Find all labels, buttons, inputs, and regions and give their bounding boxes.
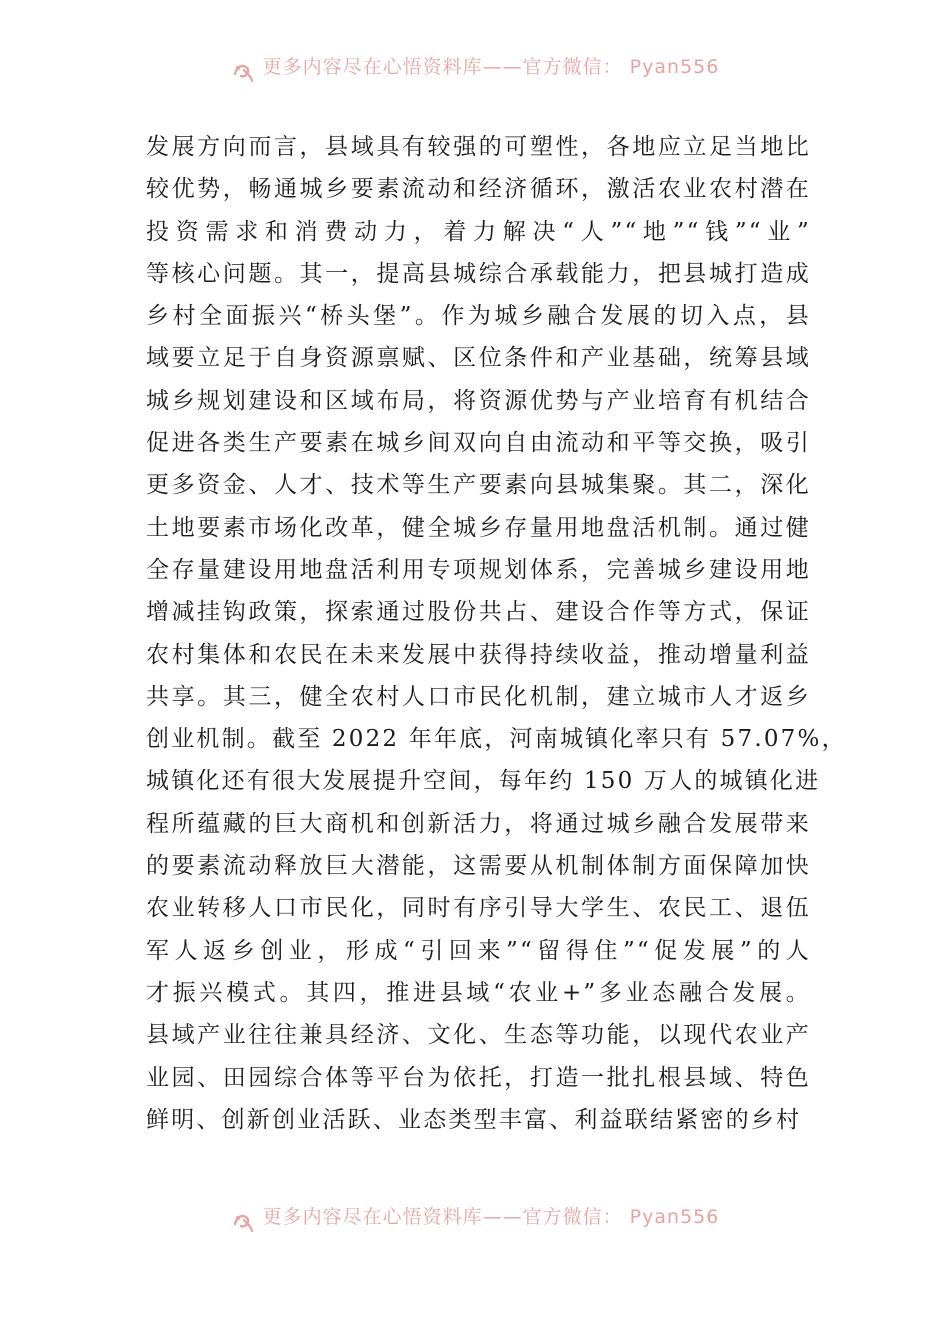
text-line: 域要立足于自身资源禀赋、区位条件和产业基础，统筹县域 [146,345,811,372]
document-body [146,126,847,1141]
text-line: 全存量建设用地盘活利用专项规划体系，完善城乡建设用地 [146,556,811,583]
watermark-text: 更多内容尽在心悟资料库——官方微信： Pyan556 [262,1205,720,1228]
text-line: 军人返乡创业，形成“引回来”“留得住”“促发展”的人 [146,937,811,964]
text-line: 促进各类生产要素在城乡间双向自由流动和平等交换，吸引 [146,430,811,457]
text-line: 较优势，畅通城乡要素流动和经济循环，激活农业农村潜在 [146,176,811,203]
text-line: 投资需求和消费动力，着力解决“人”“地”“钱”“业” [146,218,811,245]
text-line: 农村集体和农民在未来发展中获得持续收益，推动增量利益 [146,641,811,668]
header-watermark [0,52,950,92]
footer-watermark [0,1202,950,1242]
text-line: 业园、田园综合体等平台为依托，打造一批扎根县域、特色 [146,1064,811,1091]
watermark-text: 更多内容尽在心悟资料库——官方微信： Pyan556 [262,55,720,78]
watermark-logo-icon [231,60,255,84]
text-line: 等核心问题。其一，提高县城综合承载能力，把县城打造成 [146,260,811,287]
text-line: 更多资金、人才、技术等生产要素向县城集聚。其二，深化 [146,472,811,499]
text-line: 创业机制。截至 2022 年年底，河南城镇化率只有 57.07%， [146,726,847,753]
text-line: 农业转移人口市民化，同时有序引导大学生、农民工、退伍 [146,895,811,922]
text-line: 城镇化还有很大发展提升空间，每年约 150 万人的城镇化进 [146,768,821,795]
text-line: 才振兴模式。其四，推进县域“农业+”多业态融合发展。 [146,979,811,1006]
text-line: 增减挂钩政策，探索通过股份共占、建设合作等方式，保证 [146,599,811,626]
text-line: 共享。其三，健全农村人口市民化机制，建立城市人才返乡 [146,683,811,710]
text-line: 土地要素市场化改革，健全城乡存量用地盘活机制。通过健 [146,514,811,541]
text-line: 乡村全面振兴“桥头堡”。作为城乡融合发展的切入点，县 [146,303,811,330]
text-line: 的要素流动释放巨大潜能，这需要从机制体制方面保障加快 [146,853,811,880]
text-line: 县域产业往往兼具经济、文化、生态等功能，以现代农业产 [146,1022,811,1049]
text-line: 程所蕴藏的巨大商机和创新活力，将通过城乡融合发展带来 [146,810,811,837]
watermark-logo-icon [231,1210,255,1234]
text-line: 发展方向而言，县域具有较强的可塑性，各地应立足当地比 [146,134,811,160]
text-line: 鲜明、创新创业活跃、业态类型丰富、利益联结紧密的乡村 [146,1106,802,1133]
text-line: 城乡规划建设和区域布局，将资源优势与产业培育有机结合 [146,387,811,414]
